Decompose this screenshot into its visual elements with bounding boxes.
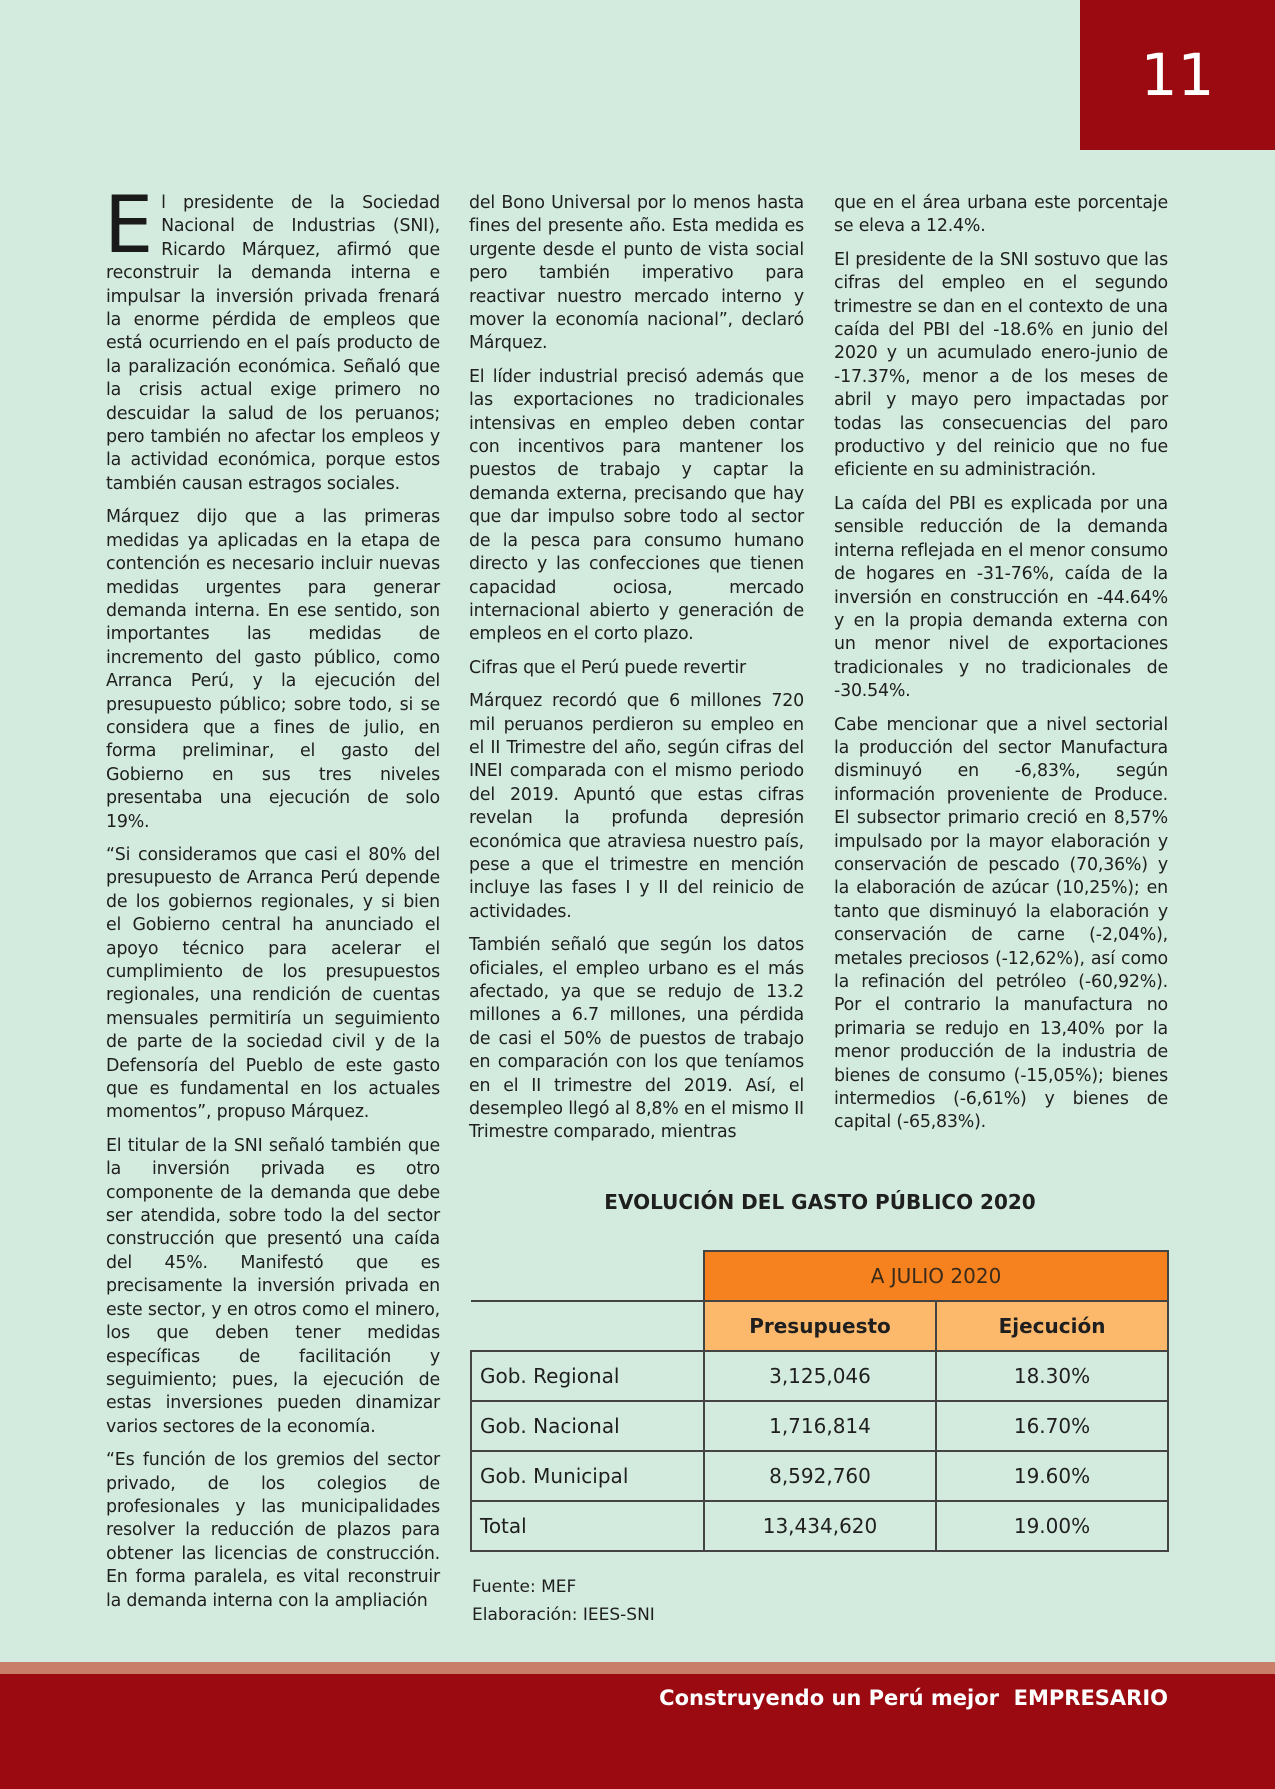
article-column-2 [469,192,804,1155]
article-paragraph [104,181,440,496]
spending-table [470,1250,1169,1552]
article-paragraph: La caída del PBI es explicada por una sensible reducción de la demanda interna reflejada en el menor consumo de hogares en -31-76%, caída de la inversión en construcción en -44.64% y en la propia demanda externa con un menor nivel de exportaciones tradicionales y no tradicionales de -30.54%. [834,493,1168,702]
table-column-header-row [471,1301,1168,1351]
cell-presupuesto: 1,716,814 [704,1401,936,1451]
article-paragraph: “Es función de los gremios del sector privado, de los colegios de profesionales y las municipalidades resolver la reducción de plazos para obtener las licencias de construcción. En forma paralela, es vital reconstruir la demanda interna con la ampliación [106,1450,440,1611]
cell-presupuesto: 8,592,760 [704,1451,936,1501]
footer-stripe [0,1662,1275,1674]
article-paragraph: También señaló que según los datos oficiales, el empleo urbano es el más afectado, ya que se redujo de 13.2 millones a 6.7 millones, una pérdida de casi el 50% de puestos de trabajo en comparación con los que teníamos en el II trimestre del 2019. Así, el desempleo llegó al 8,8% en el mismo II Trimestre comparado, mientras [469,935,804,1143]
article-paragraph: Cabe mencionar que a nivel sectorial la producción del sector Manufactura disminuyó en -6,83%, según información proveniente de Produce. El subsector primario creció en 8,57% impulsado por la mayor elaboración y conservación de pescado (70,36%) y la elaboración de azúcar (10,25%); en tanto que disminuyó la elaboración y conservación de carne (-2,04%), metales preciosos (-12,62%), así como la refinación del petróleo (-60,92%). Por el contrario la manufactura no primaria se redujo en 13,40% por la menor producción de la industria de bienes de consumo (-15,05%); bienes intermedios (-6,61%) y bienes de capital (-65,83%). [834,714,1168,1133]
article-paragraph: El presidente de la SNI sostuvo que las cifras del empleo en el segundo trimestre se dan en el contexto de una caída del PBI del -18.6% en junio del 2020 y un acumulado enero-junio de -17.37%, menor a de los meses de abril y mayo pero impactadas por todas las consecuencias del paro productivo y del reinicio que no fue eficiente en su administración. [834,249,1168,481]
table-corner [471,1251,704,1301]
row-label: Gob. Regional [471,1351,704,1401]
elaboration-line: Elaboración: IEES-SNI [472,1605,655,1625]
table-source [472,1573,655,1629]
article-paragraph: El líder industrial precisó además que las exportaciones no tradicionales intensivas en empleo deben contar con incentivos para mantener los puestos de trabajo y captar la demanda externa, precisando que hay que dar impulso sobre todo al sector de la pesca para consumo humano directo y las confecciones que tienen capacidad ociosa, mercado internacional abierto y generación de empleos en el corto plazo. [469,366,804,645]
table-row [471,1451,1168,1501]
cell-presupuesto: 13,434,620 [704,1501,936,1551]
table-title: EVOLUCIÓN DEL GASTO PÚBLICO 2020 [604,1190,1036,1214]
row-label: Total [471,1501,704,1551]
table-group-header-row [471,1251,1168,1301]
article-paragraph: El titular de la SNI señaló también que la inversión privada es otro componente de la demanda que debe ser atendida, sobre todo la del sector construcción que presentó una caída del 45%. Manifestó que es precisamente la inversión privada en este sector, y en otros como el minero, los que deben tener medidas específicas de facilitación y seguimiento; pues, la ejecución de estas inversiones pueden dinamizar varios sectores de la economía. [106,1135,440,1437]
table-group-header: A JULIO 2020 [704,1251,1168,1301]
cell-ejecucion: 18.30% [936,1351,1168,1401]
footer-tagline: Construyendo un Perú mejor EMPRESARIO [659,1686,1168,1710]
page-number: 11 [1080,0,1275,150]
cell-ejecucion: 19.60% [936,1451,1168,1501]
cell-ejecucion: 19.00% [936,1501,1168,1551]
paragraph-text: l presidente de la Sociedad Nacional de Industrias (SNI), Ricardo Márquez, afirmó que reconstruir la demanda interna e impulsar la inversión privada frenará la enorme pérdida de empleos que está ocurriendo en el país producto de la paralización económica. Señaló que la crisis actual exige primero no descuidar la salud de los peruanos; pero también no afectar los empleos y la actividad económica, porque estos también causan estragos sociales. [106,193,440,494]
table-row [471,1401,1168,1451]
article-column-3 [834,192,1168,1145]
section-subheading: Cifras que el Perú puede revertir [469,657,746,678]
article-column-1 [104,181,440,1623]
column-header-ejecucion: Ejecución [936,1301,1168,1351]
article-paragraph: “Si consideramos que casi el 80% del presupuesto de Arranca Perú depende de los gobiernos regionales, y si bien el Gobierno central ha anunciado el apoyo técnico para acelerar el cumplimiento de los presupuestos regionales, una rendición de cuentas mensuales permitiría un seguimiento de parte de la sociedad civil y de la Defensoría del Pueblo de este gasto que es fundamental en los actuales momentos”, propuso Márquez. [106,844,440,1123]
table-row-total [471,1501,1168,1551]
article-paragraph: que en el área urbana este porcentaje se eleva a 12.4%. [834,193,1168,237]
table-corner [471,1301,704,1351]
column-header-presupuesto: Presupuesto [704,1301,936,1351]
article-paragraph: Márquez recordó que 6 millones 720 mil peruanos perdieron su empleo en el II Trimestre del año, según cifras del INEI comparada con el mismo periodo del 2019. Apuntó que estas cifras revelan la profunda depresión económica que atraviesa nuestro país, pese a que el trimestre en mención incluye las fases I y II del reinicio de actividades. [469,691,804,922]
row-label: Gob. Municipal [471,1451,704,1501]
source-line: Fuente: MEF [472,1577,577,1597]
article-paragraph: Márquez dijo que a las primeras medidas ya aplicadas en la etapa de contención es necesario incluir nuevas medidas urgentes para generar demanda interna. En ese sentido, son importantes las medidas de incremento del gasto público, como Arranca Perú, y la ejecución del presupuesto público; sobre todo, si se considera que a fines de julio, en forma preliminar, el gasto del Gobierno en sus tres niveles presentaba una ejecución de solo 19%. [106,507,440,832]
table-row [471,1351,1168,1401]
cell-presupuesto: 3,125,046 [704,1351,936,1401]
row-label: Gob. Nacional [471,1401,704,1451]
article-paragraph: del Bono Universal por lo menos hasta fines del presente año. Esta medida es urgente desde el punto de vista social pero también imperativo para reactivar nuestro mercado interno y mover la economía nacional”, declaró Márquez. [469,193,804,354]
cell-ejecucion: 16.70% [936,1401,1168,1451]
drop-cap: E [104,181,154,271]
